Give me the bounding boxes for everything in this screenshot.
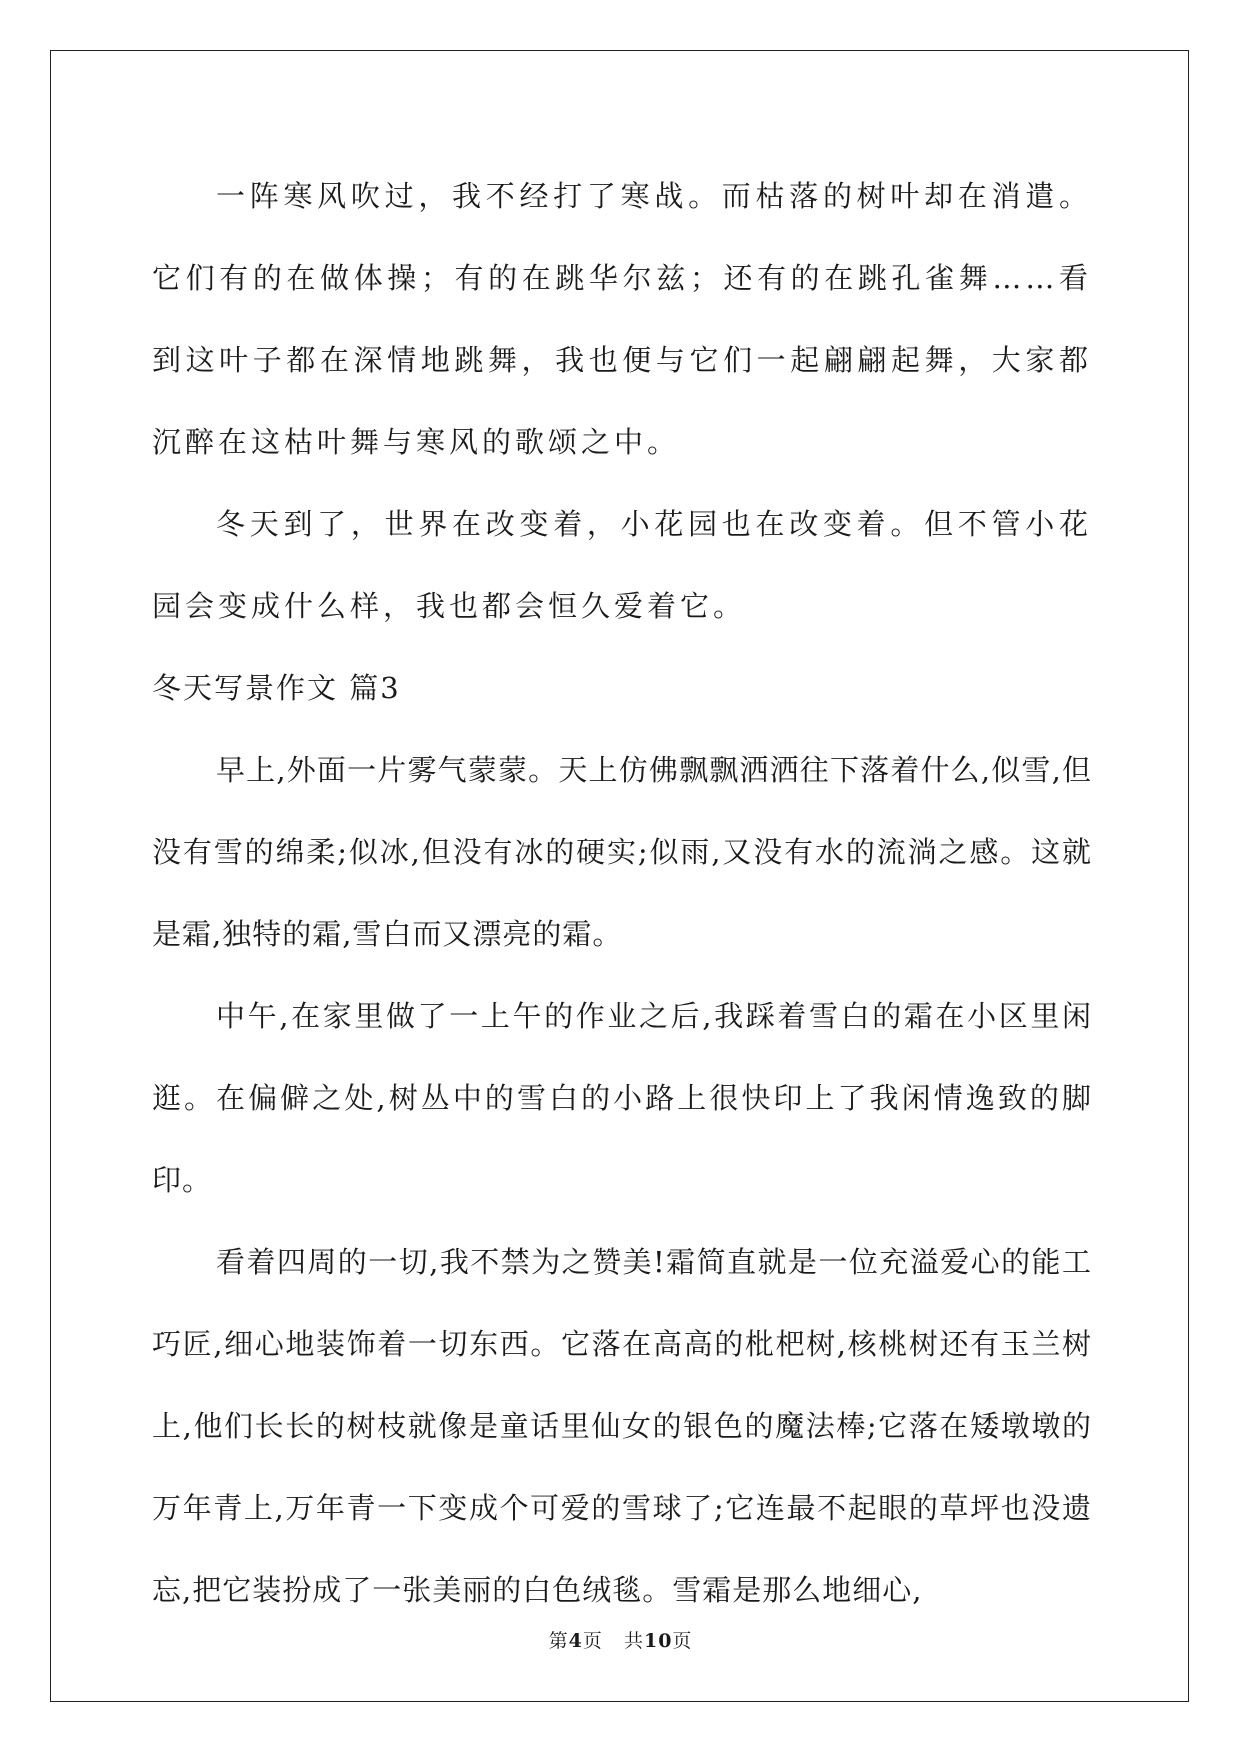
footer-page-suffix: 页	[582, 1630, 603, 1652]
section-heading: 冬天写景作文 篇3	[152, 671, 401, 705]
paragraph-1: 一阵寒风吹过，我不经打了寒战。而枯落的树叶却在消遣。它们有的在做体操；有的在跳华尔兹；还有的在跳孔雀舞……看到这叶子都在深情地跳舞，我也便与它们一起翩翩起舞，大家都沉醉在这枯叶舞与寒风的歌颂之中。	[152, 179, 1092, 459]
paragraph-2: 冬天到了，世界在改变着，小花园也在改变着。但不管小花园会变成什么样，我也都会恒久爱着它。	[152, 507, 1092, 623]
footer-total-prefix: 共	[623, 1630, 644, 1652]
page-footer	[0, 1626, 1241, 1653]
footer-total-suffix: 页	[672, 1630, 693, 1652]
footer-total-number: 10	[643, 1630, 673, 1652]
section-paragraph-3: 看着四周的一切,我不禁为之赞美!霜简直就是一位充溢爱心的能工巧匠,细心地装饰着一切东西。它落在高高的枇杷树,核桃树还有玉兰树上,他们长长的树枝就像是童话里仙女的银色的魔法棒;它落在矮墩墩的万年青上,万年青一下变成个可爱的雪球了;它连最不起眼的草坪也没遗忘,把它装扮成了一张美丽的白色绒毯。雪霜是那么地细心,	[152, 1245, 1092, 1607]
section-paragraph-1: 早上,外面一片雾气蒙蒙。天上仿佛飘飘洒洒往下落着什么,似雪,但没有雪的绵柔;似冰,但没有冰的硬实;似雨,又没有水的流淌之感。这就是霜,独特的霜,雪白而又漂亮的霜。	[152, 753, 1092, 951]
footer-page-number: 4	[568, 1630, 583, 1652]
section-paragraph-2: 中午,在家里做了一上午的作业之后,我踩着雪白的霜在小区里闲逛。在偏僻之处,树丛中的雪白的小路上很快印上了我闲情逸致的脚印。	[152, 999, 1092, 1197]
document-body	[152, 155, 1092, 1631]
footer-page-prefix: 第	[548, 1630, 569, 1652]
